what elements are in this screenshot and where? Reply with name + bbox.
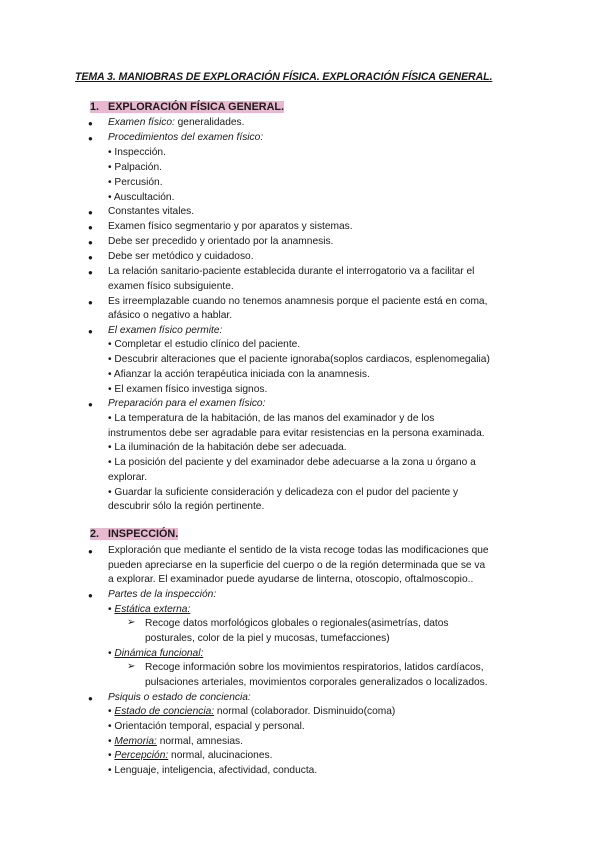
list-item: La relación sanitario-paciente establecida durante el interrogatorio va a facilitar el	[108, 266, 475, 277]
sub-item: • Percepción: normal, alucinaciones.	[108, 750, 273, 761]
sub-item-continuation: explorar.	[108, 472, 148, 483]
sub-item: • La iluminación de la habitación debe ser adecuada.	[108, 442, 347, 453]
list-item: El examen físico permite:	[108, 325, 223, 336]
detail-item: Recoge información sobre los movimientos respiratorios, latidos cardíacos,	[145, 662, 484, 673]
page-title: TEMA 3. MANIOBRAS DE EXPLORACIÓN FÍSICA. EXPLORACIÓN FÍSICA GENERAL.	[75, 71, 493, 83]
bullet-icon: ●	[88, 253, 93, 262]
bullet-icon: ●	[88, 694, 93, 703]
detail-item-continuation: pulsaciones arteriales, movimientos corporales generalizados o localizados.	[145, 677, 488, 688]
section-title: EXPLORACIÓN FÍSICA GENERAL.	[108, 101, 284, 113]
list-item: Debe ser metódico y cuidadoso.	[108, 251, 254, 262]
sub-item: • Memoria: normal, amnesias.	[108, 736, 243, 747]
sub-item: • Estática externa:	[108, 604, 191, 615]
list-item: Preparación para el examen físico:	[108, 398, 266, 409]
list-item: Examen físico: generalidades.	[108, 117, 245, 128]
sub-item: • Guardar la suficiente consideración y delicadeza con el pudor del paciente y	[108, 487, 459, 498]
bullet-icon: ●	[88, 223, 93, 232]
sub-item: • Percusión.	[108, 177, 163, 188]
detail-item-continuation: posturales, color de la piel y mucosas, tumefacciones)	[145, 633, 390, 644]
section-number: 1.	[90, 101, 100, 113]
bullet-icon: ●	[88, 591, 93, 600]
sub-item: • Orientación temporal, espacial y personal.	[108, 721, 305, 732]
sub-item: • La posición del paciente y del examinador debe adecuarse a la zona u órgano a	[108, 457, 476, 468]
sub-item: • Descubrir alteraciones que el paciente ignoraba(soplos cardiacos, esplenomegalia)	[108, 354, 490, 365]
sub-item: • Auscultación.	[108, 192, 175, 203]
arrow-bullet-icon: ➢	[127, 661, 136, 672]
sub-item: • Inspección.	[108, 147, 166, 158]
sub-item: • Palpación.	[108, 162, 162, 173]
bullet-icon: ●	[88, 134, 93, 143]
list-item: Examen físico segmentario y por aparatos y sistemas.	[108, 221, 353, 232]
sub-item: • Afianzar la acción terapéutica iniciada con la anamnesis.	[108, 369, 370, 380]
bullet-icon: ●	[88, 547, 93, 556]
arrow-bullet-icon: ➢	[127, 617, 136, 628]
list-item-continuation: pueden apreciarse en la superficie del cuerpo o de la región determinada que se va	[108, 560, 486, 571]
list-item: Psiquis o estado de conciencia:	[108, 692, 251, 703]
list-item: Debe ser precedido y orientado por la anamnesis.	[108, 236, 334, 247]
section-heading-2	[90, 528, 178, 540]
bullet-icon: ●	[88, 400, 93, 409]
sub-item: • La temperatura de la habitación, de las manos del examinador y de los	[108, 413, 435, 424]
sub-item: • El examen físico investiga signos.	[108, 384, 268, 395]
sub-item: • Lenguaje, inteligencia, afectividad, conducta.	[108, 765, 318, 776]
list-item-continuation: afásico o negativo a hablar.	[108, 310, 233, 321]
sub-item-continuation: instrumentos debe ser agradable para evitar resistencias en la persona examinada.	[108, 428, 485, 439]
section-number: 2.	[90, 528, 100, 540]
list-item-continuation: examen físico subsiguiente.	[108, 281, 234, 292]
sub-item: • Estado de conciencia: normal (colaborador. Disminuido(coma)	[108, 706, 396, 717]
bullet-icon: ●	[88, 238, 93, 247]
sub-item: • Dinámica funcional:	[108, 648, 204, 659]
detail-item: Recoge datos morfológicos globales o regionales(asimetrías, datos	[145, 618, 449, 629]
list-item-continuation: a explorar. El examinador puede ayudarse de linterna, otoscopio, oftalmoscopio..	[108, 574, 474, 585]
list-item: Constantes vitales.	[108, 206, 195, 217]
bullet-icon: ●	[88, 268, 93, 277]
bullet-icon: ●	[88, 119, 93, 128]
bullet-icon: ●	[88, 208, 93, 217]
sub-item: • Completar el estudio clínico del paciente.	[108, 339, 301, 350]
section-heading-1	[90, 101, 284, 113]
bullet-icon: ●	[88, 298, 93, 307]
list-item: Es irreemplazable cuando no tenemos anamnesis porque el paciente está en coma,	[108, 296, 488, 307]
list-item: Exploración que mediante el sentido de la vista recoge todas las modificaciones que	[108, 545, 489, 556]
sub-item-continuation: descubrir sólo la región pertinente.	[108, 501, 265, 512]
section-title: INSPECCIÓN.	[108, 528, 179, 540]
bullet-icon: ●	[88, 327, 93, 336]
list-item: Procedimientos del examen físico:	[108, 132, 264, 143]
list-item: Partes de la inspección:	[108, 589, 217, 600]
